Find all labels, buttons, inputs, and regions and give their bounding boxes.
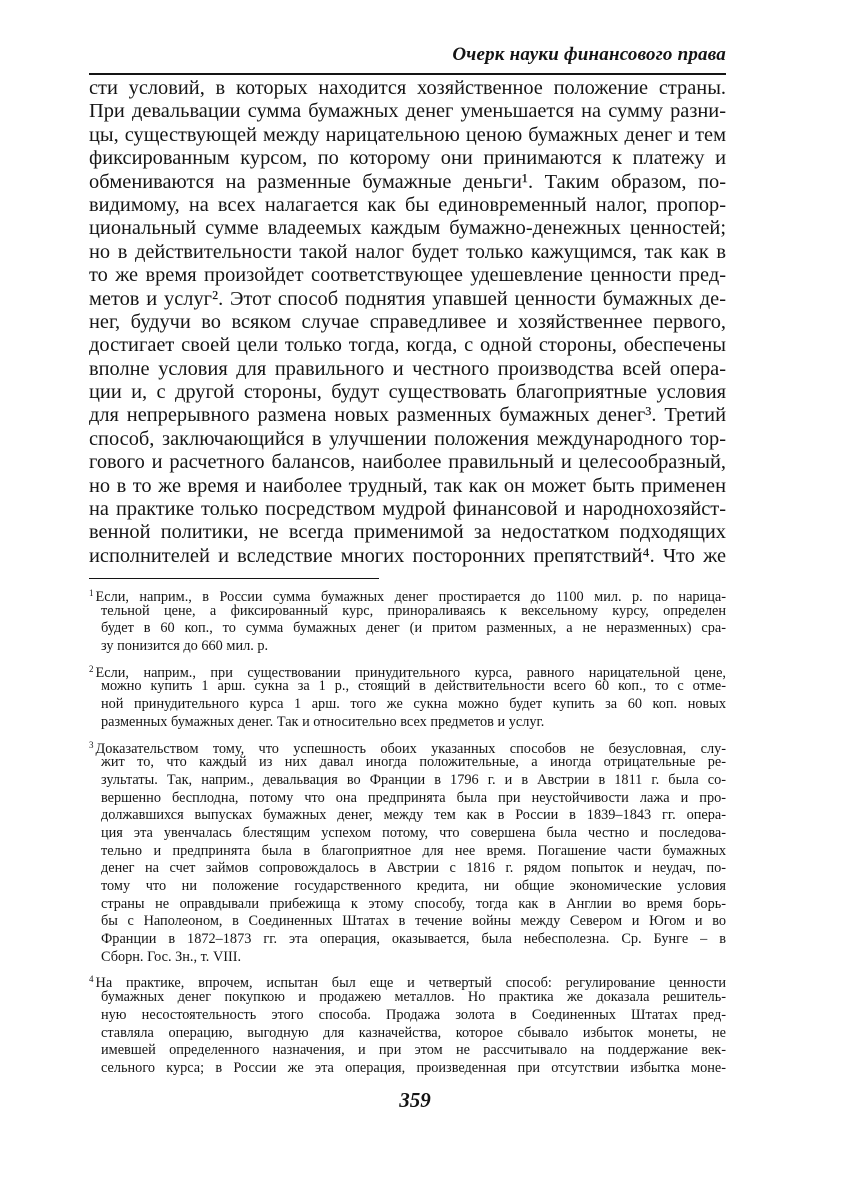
text-line: то же время произойдет соответствующее удешевление ценности пред- — [89, 264, 726, 287]
footnote-line: тому что ни положение государственного кредита, ни общие экономические условия — [101, 878, 726, 894]
text-line: на практике только посредством мудрой финансовой и народнохозяйст- — [89, 498, 726, 521]
footnote-1 — [89, 585, 726, 656]
footnote-marker: 4 — [89, 974, 94, 985]
footnote-marker: 2 — [89, 663, 94, 674]
footnote-text: На практике, впрочем, испытан был еще и четвертый способ: регулирование ценности — [95, 975, 726, 992]
footnote-line: можно купить 1 арш. сукна за 1 р., стоящий в действительности всего 60 коп., то с отме- — [101, 678, 726, 695]
footnote-marker: 3 — [89, 739, 94, 750]
text-line: нег, будучи во всяком случае справедливее и хозяйственнее первого, — [89, 310, 726, 333]
footnote-line: Франции в 1872–1873 гг. эта операция, оказывается, была небесполезна. Ср. Бунге – в — [101, 931, 726, 948]
footnote-line: Сборн. Гос. Зн., т. VIII. — [101, 948, 242, 965]
text-line: но в то же время и наиболее трудный, так как он может быть применен — [89, 474, 726, 497]
footnote-line: бумажных денег покупкою и продажею металлов. Но практика же доказала решитель- — [101, 989, 726, 1006]
footnote-line: ной принудительного курса 1 арш. того же сукна можно будет купить за 60 коп. новых — [101, 696, 726, 713]
text-line: фиксированным курсом, по которому они принимаются к платежу и — [89, 147, 726, 170]
footnote-line: имевшей определенного назначения, и при этом не рассчитывало на поддержание век- — [101, 1042, 726, 1059]
footnote-line: будет в 60 коп., то сумма бумажных денег (и притом разменных, а не неразменных) сра- — [101, 620, 726, 637]
footnote-line: сельного курса; в России же эта операция, произведенная при отсутствии избытка моне- — [101, 1059, 726, 1076]
footnote-2 — [89, 661, 726, 732]
text-line: сти условий, в которых находится хозяйственное положение страны. — [89, 77, 726, 99]
text-line: цы, существующей между нарицательною ценою бумажных денег и тем — [89, 123, 726, 146]
footnote-marker: 1 — [89, 588, 94, 598]
text-line: гового и расчетного балансов, наиболее правильный и целесообразный, — [89, 451, 726, 474]
text-line: исполнителей и вследствие многих посторонних препятствий⁴. Что же — [89, 544, 726, 567]
footnote-line: зультаты. Так, наприм., девальвация во Франции в 1796 г. и в Австрии в 1811 г. была со- — [101, 771, 726, 788]
text-line: При девальвации сумма бумажных денег уменьшается на сумму разни- — [89, 100, 726, 123]
footnote-text: Если, наприм., при существовании принудительного курса, равного нарицательной цене, — [95, 664, 726, 681]
page-number: 359 — [399, 1088, 431, 1112]
footnote-line: бы с Наполеоном, в Соединенных Штатах в течение войны между Севером и Югом и во — [101, 913, 726, 930]
footnote-line — [89, 971, 726, 992]
text-line: метов и услуг². Этот способ поднятия упавшей ценности бумажных де- — [89, 287, 726, 310]
footnote-line: разменных бумажных денег. Так и относительно всех предметов и услуг. — [101, 713, 545, 730]
footnote-line: тельной цене, а фиксированный курс, принораливаясь к вексельному курсу, определен — [101, 602, 726, 619]
text-line: достигает своей цели только тогда, когда, с одной стороны, обеспечены — [89, 334, 726, 357]
text-line: обмениваются на разменные бумажные деньги¹. Таким образом, по- — [89, 170, 726, 193]
text-line: ции и, с другой стороны, будут существовать благоприятные условия — [89, 381, 726, 404]
footnotes — [89, 585, 726, 1083]
footnote-4 — [89, 971, 726, 1077]
text-line: для непрерывного размена новых разменных бумажных денег³. Третий — [89, 404, 726, 427]
running-header: Очерк науки финансового права — [452, 44, 726, 65]
text-line: но в действительности такой налог будет только кажущимся, так как в — [89, 240, 726, 263]
footnote-line: зу понизится до 660 мил. р. — [101, 638, 269, 655]
footnote-line: ставляла операцию, выгодную для казначейства, которое сбывало избыток монеты, не — [101, 1024, 726, 1041]
text-line: вполне условия для правильного и честного производства всей опера- — [89, 357, 726, 380]
text-line: способ, заключающийся в улучшении положения международного тор- — [89, 427, 726, 450]
header-rule — [89, 73, 726, 75]
footnote-line — [89, 585, 726, 603]
text-line: циональный сумме владеемых каждым бумажно-денежных ценностей; — [89, 217, 726, 240]
footnote-line — [89, 737, 726, 755]
text-line: венной политики, не всегда применимой за недостатком подходящих — [89, 521, 726, 544]
footnote-line: тельно и предпринята была в благоприятное для нее время. Погашение части бумажных — [101, 842, 726, 859]
footnote-line: жит то, что каждый из них давал иногда положительные, а иногда отрицательные ре- — [101, 754, 726, 771]
footnote-3 — [89, 737, 726, 967]
footnote-line: страны не оправдывали прибежища к этому способу, тогда как в Англии во время борь- — [101, 895, 726, 912]
footnote-line: ция эта увенчалась блестящим успехом потому, что совершена была честно и последова- — [101, 824, 726, 841]
footnote-line: денег на счет займов сопровождалось в Австрии с 1816 г. рядом попыток и неудач, по- — [101, 860, 726, 877]
footnote-separator — [89, 578, 379, 579]
footnote-text: Доказательством тому, что успешность обоих указанных способов не безусловная, слу- — [95, 740, 726, 757]
footnote-line: должавшихся выпусках бумажных денег, между тем как в России в 1839–1843 гг. опера- — [101, 807, 726, 824]
footnote-line: ную несостоятельность этого способа. Продажа золота в Соединенных Штатах пред- — [101, 1006, 726, 1023]
footnote-line — [89, 661, 726, 679]
footnote-text: Если, наприм., в России сумма бумажных денег простирается до 1100 мил. р. по нарица- — [95, 589, 726, 605]
footnote-line: вершенно бесплодна, потому что она предпринята была при неустойчивости лажа и про- — [101, 789, 726, 806]
main-text — [89, 77, 726, 568]
text-line: видимому, на всех налагается как бы единовременный налог, пропор- — [89, 193, 726, 216]
